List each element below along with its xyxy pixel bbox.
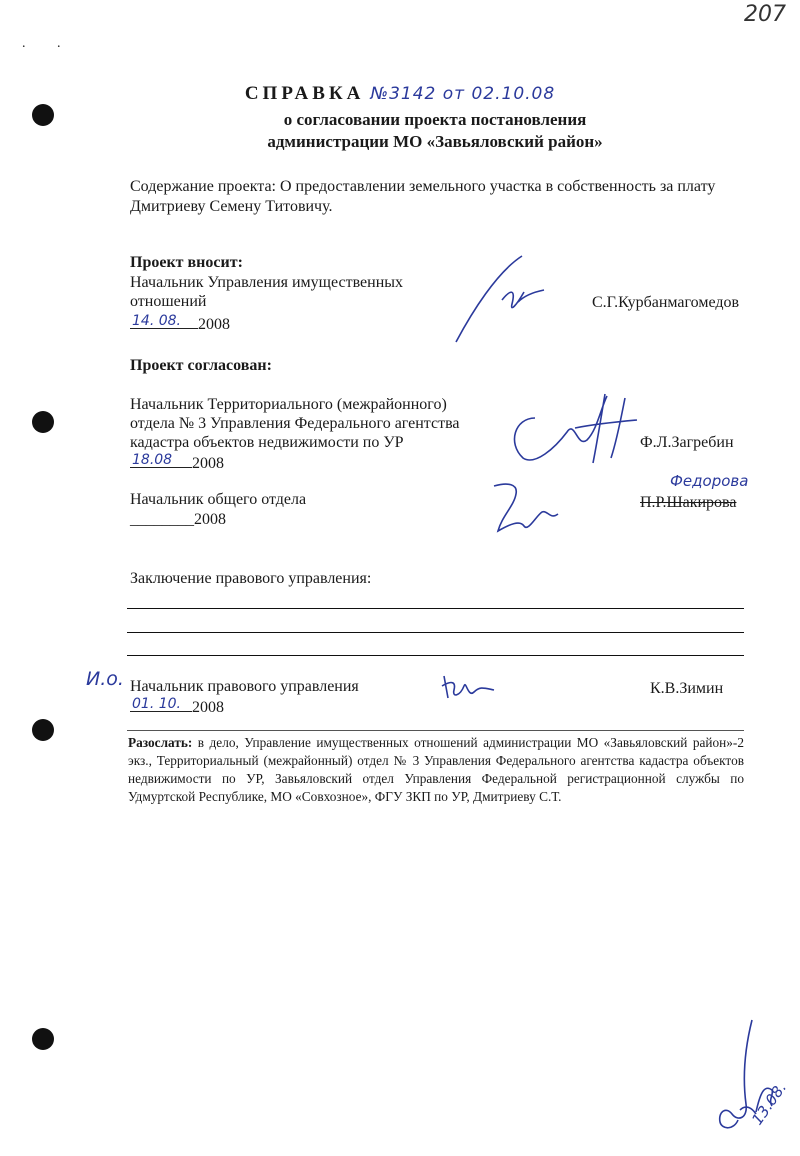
agreed-heading: Проект согласован:	[130, 357, 272, 374]
signature-kurbanmagomedov	[452, 252, 562, 352]
agreed-second-date	[130, 510, 226, 530]
agreed-first-line2: отдела № 3 Управления Федерального агентства	[130, 415, 460, 432]
distribution-text: в дело, Управление имущественных отношений администрации МО «Завьяловский район»-2 экз., Территориальный (межрайонный) отдел № 3 Управления Федерального агентства кадастра объектов недвижимости по УР, Завьяловский отдел Управления Федеральной регистрационной службы по Удмуртской Республике, МО «Совхозное», ФГУ ЗКП по УР, Дмитриеву С.Т.	[128, 735, 744, 804]
distribution	[128, 734, 744, 806]
submitted-heading: Проект вносит:	[130, 254, 243, 271]
handwritten-date: 01. 10.	[132, 695, 181, 712]
corner-date: 13.08.	[748, 1078, 791, 1129]
legal-date	[130, 696, 224, 718]
agreed-first-line1: Начальник Территориального (межрайонного)	[130, 396, 447, 413]
date-year: 2008	[192, 455, 224, 472]
submitted-position-line1: Начальник Управления имущественных	[130, 274, 404, 291]
content-line2: Дмитриеву Семену Титовичу.	[130, 198, 333, 215]
conclusion-label: Заключение правового управления:	[130, 570, 372, 587]
legal-name: К.В.Зимин	[650, 680, 724, 697]
binding-hole	[32, 411, 54, 433]
handwritten-date: 18.08	[132, 451, 173, 468]
name-crossed: П.Р.Шакирова	[640, 494, 737, 511]
subtitle-line2: администрации МО «Завьяловский район»	[267, 132, 603, 151]
document-title	[0, 83, 800, 105]
conclusion-line	[127, 608, 744, 609]
scan-dots: . .	[22, 36, 75, 51]
distribution-label: Разослать:	[128, 735, 193, 750]
subtitle-line1: о согласовании проекта постановления	[283, 110, 587, 129]
conclusion-line	[127, 655, 744, 656]
date-year: 2008	[198, 316, 230, 333]
agreed-first-name: Ф.Л.Загребин	[640, 434, 734, 451]
legal-position: Начальник правового управления	[130, 678, 359, 695]
name-correction: Федорова	[670, 472, 749, 490]
title-text: СПРАВКА	[244, 83, 365, 104]
agreed-first-date	[130, 452, 224, 474]
submitted-date	[130, 313, 230, 335]
date-field	[130, 696, 192, 712]
date-field	[130, 452, 192, 468]
binding-hole	[32, 1028, 54, 1050]
content-line1: Содержание проекта: О предоставлении земельного участка в собственность за плату	[130, 178, 716, 195]
signature-zimin	[438, 668, 498, 713]
registration-number: №3142 от 02.10.08	[370, 84, 556, 104]
date-field	[130, 313, 198, 329]
page-number: 207	[744, 2, 786, 27]
signature-zagrebin	[505, 388, 645, 473]
agreed-second-line1: Начальник общего отдела	[130, 491, 307, 508]
agreed-second-name	[640, 493, 736, 513]
handwritten-date: 14. 08.	[132, 312, 181, 329]
distribution-divider	[127, 730, 744, 731]
agreed-first-line3: кадастра объектов недвижимости по УР	[130, 434, 404, 451]
signature-second	[488, 476, 568, 551]
binding-hole	[32, 719, 54, 741]
conclusion-line	[127, 632, 744, 633]
date-year: 2008	[194, 511, 226, 528]
date-year: 2008	[192, 699, 224, 716]
acting-prefix: И.о.	[86, 668, 124, 690]
submitted-name: С.Г.Курбанмагомедов	[592, 294, 740, 311]
submitted-position-line2: отношений	[130, 293, 207, 310]
date-blank: ________	[130, 511, 194, 528]
